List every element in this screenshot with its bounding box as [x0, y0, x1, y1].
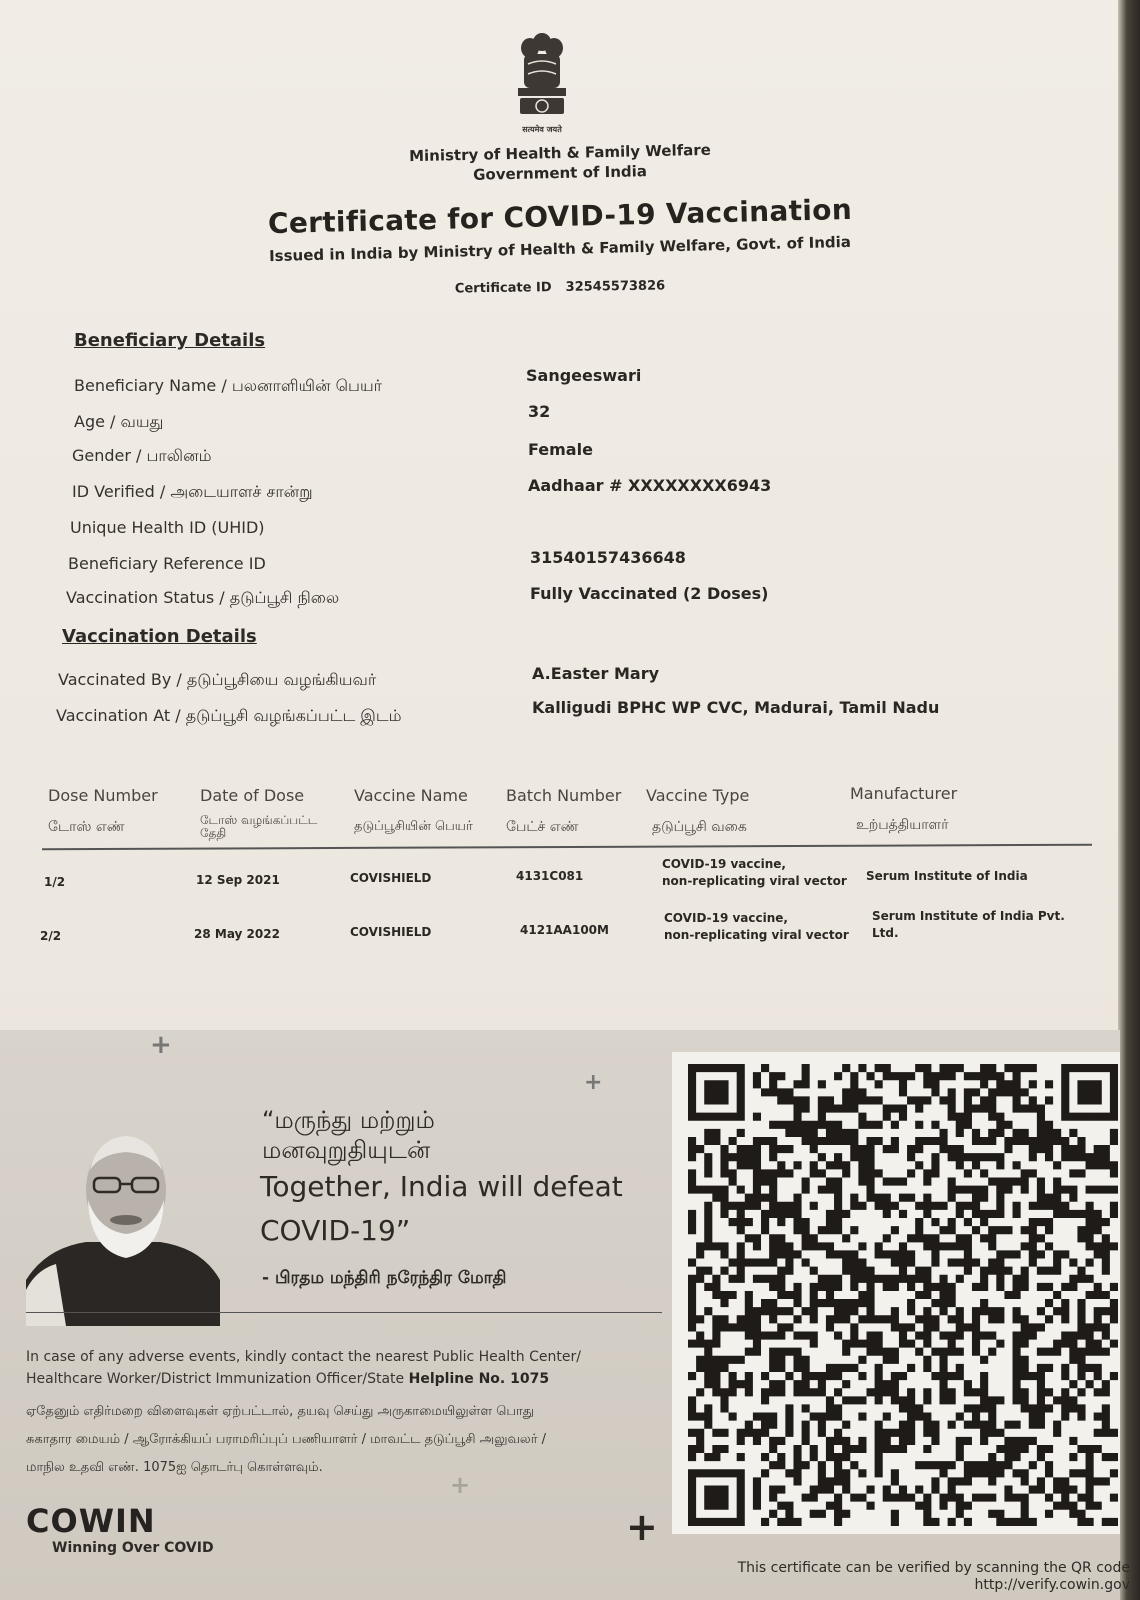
plus-decoration-icon: + [626, 1505, 658, 1549]
verify-line1: This certificate can be verified by scanning the QR code [737, 1560, 1130, 1576]
plus-decoration-icon: + [150, 1030, 172, 1060]
adverse-events-note-ta [26, 1398, 666, 1482]
row1-type-line1: COVID-19 vaccine, [662, 857, 786, 871]
col-manufacturer: Manufacturer [850, 784, 958, 803]
row2-manufacturer-line2: Ltd. [872, 926, 899, 940]
col-vaccine-type: Vaccine Type [646, 786, 750, 805]
row2-manufacturer: Serum Institute of India Pvt. [872, 909, 1065, 923]
quote-attribution: - பிரதம மந்திரி நரேந்திர மோதி [262, 1268, 507, 1288]
col-date-of-dose: Date of Dose [200, 786, 305, 805]
row2-type-line2: non-replicating viral vector [664, 928, 849, 942]
row1-vaccine-name: COVISHIELD [350, 871, 432, 885]
beneficiary-name-value: Sangeeswari [526, 366, 642, 385]
row2-dose: 2/2 [40, 929, 62, 943]
row2-date: 28 May 2022 [194, 927, 280, 941]
col-dose-number: Dose Number [48, 786, 158, 805]
ministry-name: Ministry of Health & Family Welfare [408, 140, 712, 166]
qr-modules [688, 1064, 1118, 1526]
row1-type-line2: non-replicating viral vector [662, 874, 847, 888]
helpline-number: Helpline No. 1075 [408, 1371, 550, 1387]
vaccination-heading: Vaccination Details [62, 626, 257, 647]
beneficiary-reference-label: Beneficiary Reference ID [68, 554, 266, 573]
beneficiary-heading: Beneficiary Details [74, 330, 266, 351]
quote-tamil-line2: மனவுறுதியுடன் [262, 1136, 431, 1164]
row1-dose: 1/2 [44, 875, 66, 889]
beneficiary-reference-value: 31540157436648 [530, 548, 686, 567]
portrait-image [26, 1130, 220, 1326]
vaccination-status-value: Fully Vaccinated (2 Doses) [530, 584, 769, 603]
plus-decoration-icon: + [584, 1070, 603, 1095]
adverse-line2: Healthcare Worker/District Immunization Officer/State [26, 1371, 409, 1387]
gender-value: Female [528, 440, 593, 459]
row1-batch: 4131C081 [516, 869, 584, 883]
age-value: 32 [528, 402, 551, 421]
government-name: Government of India [472, 162, 648, 184]
issued-by: Issued in India by Ministry of Health & Family Welfare, Govt. of India [268, 232, 852, 266]
row1-manufacturer: Serum Institute of India [866, 869, 1028, 883]
id-verified-value: Aadhaar # XXXXXXXX6943 [528, 476, 772, 495]
adverse-ta-line1: ஏதேனும் எதிர்மறை விளைவுகள் ஏற்பட்டால், தயவு செய்து அருகாமையிலுள்ள பொது [26, 1404, 535, 1419]
quote-english-line2: COVID-19” [260, 1214, 411, 1247]
quote-english-line1: Together, India will defeat [260, 1170, 623, 1203]
adverse-ta-line3: மாநில உதவி எண். 1075ஐ தொடர்பு கொள்ளவும். [26, 1460, 323, 1475]
adverse-line1: In case of any adverse events, kindly contact the nearest Public Health Center/ [26, 1349, 581, 1365]
row2-batch: 4121AA100M [520, 923, 609, 937]
vaccination-at-label: Vaccination At / தடுப்பூசி வழங்கப்பட்ட இடம் [56, 706, 402, 725]
col-vaccine-type-ta: தடுப்பூசி வகை [652, 819, 747, 835]
row2-vaccine-name: COVISHIELD [350, 925, 432, 939]
quote-tamil-line1: “மருந்து மற்றும் [262, 1106, 435, 1134]
col-batch-number-ta: பேட்ச் எண் [506, 819, 579, 835]
adverse-events-note [26, 1346, 666, 1390]
quote-english [260, 1165, 623, 1253]
beneficiary-name-label: Beneficiary Name / பலனாளியின் பெயர் [74, 376, 383, 395]
col-vaccine-name-ta: தடுப்பூசியின் பெயர் [354, 819, 473, 834]
certificate-id-value: 32545573826 [565, 278, 666, 295]
certificate-id-label: Certificate ID [454, 280, 552, 297]
cowin-logo: COWIN [26, 1502, 156, 1540]
col-manufacturer-ta: உற்பத்தியாளர் [856, 817, 949, 833]
col-vaccine-name: Vaccine Name [354, 786, 468, 805]
cowin-tagline: Winning Over COVID [52, 1540, 214, 1556]
age-label: Age / வயது [74, 412, 164, 431]
col-batch-number: Batch Number [506, 786, 622, 805]
col-date-of-dose-ta: டோஸ் வழங்கப்பட்ட தேதி [200, 813, 318, 840]
emblem-motto: सत्यमेव जयते [522, 125, 562, 134]
col-dose-number-ta: டோஸ் எண் [48, 819, 125, 835]
plus-decoration-icon: + [450, 1471, 471, 1499]
national-emblem-icon [510, 28, 574, 128]
vaccinated-by-value: A.Easter Mary [532, 664, 660, 683]
quote-tamil [262, 1105, 435, 1165]
id-verified-label: ID Verified / அடையாளச் சான்று [72, 482, 313, 501]
quote-divider [26, 1312, 662, 1313]
verification-note [720, 1560, 1130, 1594]
vaccination-status-label: Vaccination Status / தடுப்பூசி நிலை [66, 588, 340, 607]
verify-url[interactable]: http://verify.cowin.gov [974, 1577, 1130, 1593]
vaccination-at-value: Kalligudi BPHC WP CVC, Madurai, Tamil Nadu [532, 698, 940, 717]
page-title: Certificate for COVID-19 Vaccination [267, 192, 853, 241]
vaccinated-by-label: Vaccinated By / தடுப்பூசியை வழங்கியவர் [58, 670, 377, 689]
page-edge-shadow [1118, 0, 1140, 1600]
uhid-label: Unique Health ID (UHID) [70, 518, 265, 537]
row2-type-line1: COVID-19 vaccine, [664, 911, 788, 925]
row1-date: 12 Sep 2021 [196, 873, 280, 887]
verification-qr-code[interactable] [688, 1064, 1118, 1526]
adverse-ta-line2: சுகாதார மையம் / ஆரோக்கியப் பராமரிப்புப் பணியாளர் / மாவட்ட தடுப்பூசி அலுவலர் / [26, 1432, 547, 1447]
gender-label: Gender / பாலினம் [72, 446, 212, 465]
